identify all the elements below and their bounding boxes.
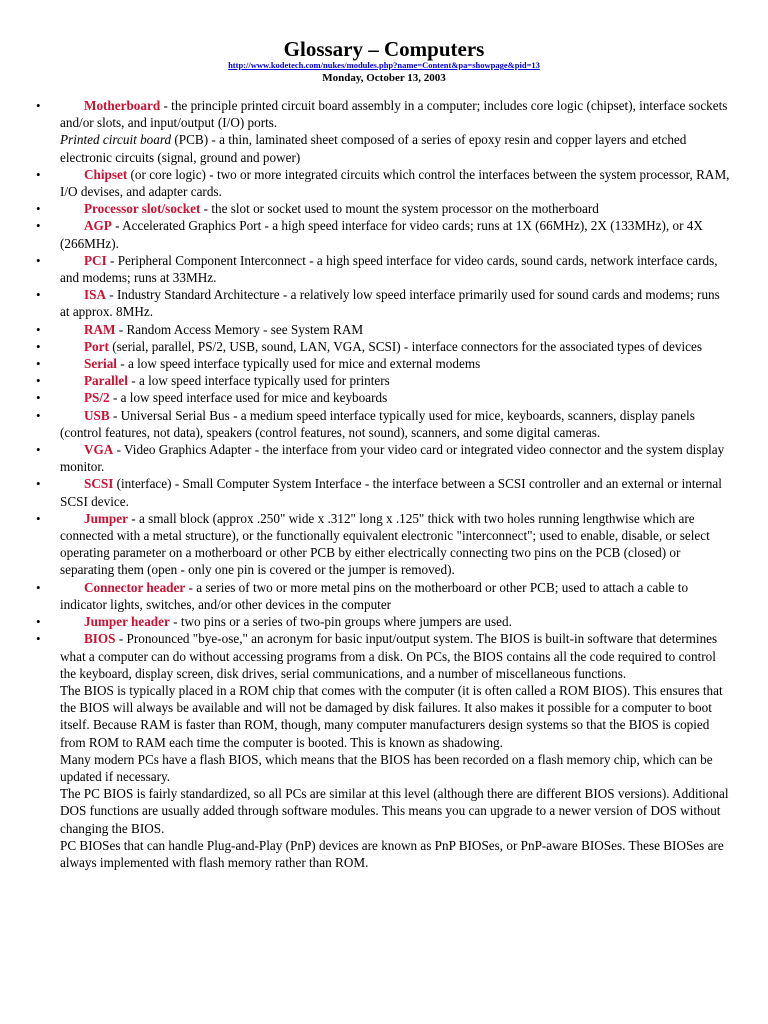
glossary-term: Parallel: [84, 373, 128, 389]
glossary-term: PCI: [84, 252, 107, 268]
glossary-sub-text: (PCB) - a thin, laminated sheet composed of a series of epoxy resin and copper layers and etched electronic circuits (signal, ground and power): [60, 132, 687, 165]
glossary-term: BIOS: [84, 631, 116, 647]
bullet-icon: •: [36, 98, 41, 113]
glossary-definition: - Universal Serial Bus - a medium speed interface typically used for mice, keyboards, scanners, display panels (control features, not data), speakers (control features, not sound), scanners, and some digital cameras.: [60, 407, 695, 440]
glossary-entry: [36, 286, 732, 320]
bullet-icon: •: [36, 631, 41, 647]
glossary-term: PS/2: [84, 390, 110, 406]
glossary-entry: [36, 510, 732, 579]
glossary-definition: - a small block (approx .250" wide x .312" long x .125" thick with two holes running lengthwise which are connected with a metal structure), or the functionally equivalent electronic "interconnect"; used to enable, disable, or select operating parameter on a motherboard or other PCB by either electrically connecting two pins on the PCB (closed) or separating them (open - only one pin is covered or the jumper is removed).: [60, 510, 710, 578]
glossary-entry: [36, 200, 732, 217]
glossary-paragraph: The PC BIOS is fairly standardized, so all PCs are similar at this level (although there are different BIOS versions). Additional DOS functions are usually added through software modules. This means you can upgrade to a newer version of DOS without changing the BIOS.: [60, 786, 729, 836]
glossary-term: Jumper: [84, 510, 128, 526]
glossary-definition: - a low speed interface typically used for printers: [127, 373, 390, 389]
glossary-entry: [36, 97, 732, 166]
glossary-term: Jumper header: [84, 614, 170, 630]
glossary-definition: - a low speed interface typically used for mice and external modems: [116, 356, 481, 372]
glossary-definition: - Peripheral Component Interconnect - a high speed interface for video cards, sound cards, network interface cards, and modems; runs at 33MHz.: [60, 252, 718, 286]
glossary-entry: [36, 579, 732, 613]
glossary-term: Serial: [84, 356, 117, 372]
glossary-term: Processor slot/socket: [84, 201, 201, 217]
bullet-icon: •: [36, 614, 41, 630]
glossary-sub-term: Printed circuit board: [60, 132, 172, 148]
glossary-entry: [36, 166, 732, 200]
bullet-icon: •: [36, 218, 41, 234]
glossary-term: VGA: [84, 442, 114, 458]
glossary-term: USB: [84, 407, 110, 423]
glossary-entry: [36, 252, 732, 286]
bullet-icon: •: [36, 510, 41, 526]
bullet-icon: •: [36, 338, 41, 354]
glossary-definition: (interface) - Small Computer System Interface - the interface between a SCSI controller and an external or internal SCSI device.: [60, 476, 722, 509]
glossary-entry: [36, 321, 732, 338]
document-date: Monday, October 13, 2003: [322, 72, 446, 84]
bullet-icon: •: [36, 476, 41, 492]
glossary-definition: (or core logic) - two or more integrated circuits which control the interfaces between the system processor, RAM, I/O devises, and adapter cards.: [60, 166, 730, 200]
glossary-entry: [36, 355, 732, 372]
glossary-term: AGP: [84, 218, 112, 234]
source-url-link[interactable]: http://www.kodetech.com/nukes/modules.php?name=Content&pa=showpage&pid=13: [228, 60, 540, 70]
glossary-definition: - Pronounced "bye-ose," an acronym for basic input/output system. The BIOS is built-in software that determines what a computer can do without accessing programs from a disk. On PCs, the BIOS contains all the code required to control the keyboard, display screen, disk drives, serial communications, and a number of miscellaneous functions.: [60, 631, 718, 681]
glossary-sub-definition: [60, 131, 732, 165]
bullet-icon: •: [36, 166, 41, 182]
glossary-term: Chipset: [84, 166, 128, 182]
glossary-definition: - a low speed interface used for mice and keyboards: [109, 390, 388, 406]
glossary-term: ISA: [84, 287, 106, 303]
glossary-term: RAM: [84, 321, 116, 337]
glossary-paragraph: Many modern PCs have a flash BIOS, which means that the BIOS has been recorded on a flash memory chip, which can be updated if necessary.: [60, 751, 713, 784]
glossary-definition: - Video Graphics Adapter - the interface from your video card or integrated video connector and the system display monitor.: [60, 442, 725, 475]
glossary-definition: - Random Access Memory - see System RAM: [115, 321, 364, 337]
bullet-icon: •: [36, 373, 41, 389]
page-title: Glossary – Computers: [283, 37, 485, 61]
glossary-entry: [36, 630, 732, 871]
glossary-definition: - the principle printed circuit board assembly in a computer; includes core logic (chipset), interface sockets and/or slots, and input/output (I/O) ports.: [60, 98, 728, 131]
bullet-icon: •: [36, 252, 41, 268]
glossary-entry: [36, 613, 732, 630]
glossary-definition: - a series of two or more metal pins on the motherboard or other PCB; used to attach a cable to indicator lights, switches, and/or other devices in the computer: [60, 579, 689, 612]
glossary-definition: - Industry Standard Architecture - a relatively low speed interface primarily used for sound cards and modems; runs at approx. 8MHz.: [60, 287, 720, 320]
glossary-entry: [36, 372, 732, 389]
bullet-icon: •: [36, 390, 41, 406]
glossary-entry: [36, 338, 732, 355]
glossary-paragraph: The BIOS is typically placed in a ROM chip that comes with the computer (it is often called a ROM BIOS). This ensures that the BIOS will always be available and will not be damaged by disk failures. It also makes it possible for a computer to boot itself. Because RAM is faster than ROM, though, many computer manufacturers design systems so that the BIOS is copied from ROM to RAM each time the computer is booted. This is known as shadowing.: [60, 682, 723, 750]
bullet-icon: •: [36, 407, 41, 423]
glossary-definition: - Accelerated Graphics Port - a high speed interface for video cards; runs at 1X (66MHz), 2X (133MHz), or 4X (266MHz).: [60, 218, 703, 251]
bullet-icon: •: [36, 201, 41, 217]
glossary-term: Motherboard: [84, 98, 161, 113]
bullet-icon: •: [36, 442, 41, 458]
glossary-term: Port: [84, 338, 109, 354]
bullet-icon: •: [36, 579, 41, 595]
glossary-definition: - two pins or a series of two-pin groups where jumpers are used.: [169, 614, 512, 630]
glossary-definition: - the slot or socket used to mount the system processor on the motherboard: [200, 201, 599, 217]
bullet-icon: •: [36, 321, 41, 337]
glossary-definition: (serial, parallel, PS/2, USB, sound, LAN, VGA, SCSI) - interface connectors for the associated types of devices: [108, 338, 702, 354]
glossary-paragraph: PC BIOSes that can handle Plug-and-Play (PnP) devices are known as PnP BIOSes, or PnP-aware BIOSes. These BIOSes are always implemented with flash memory rather than ROM.: [60, 837, 724, 870]
glossary-entry: [36, 475, 732, 509]
glossary-entry: [36, 441, 732, 475]
glossary-entry: [36, 407, 732, 441]
glossary-list: [36, 97, 732, 871]
glossary-entry: [36, 217, 732, 251]
bullet-icon: •: [36, 287, 41, 303]
bullet-icon: •: [36, 356, 41, 372]
glossary-term: Connector header: [84, 579, 186, 595]
glossary-term: SCSI: [84, 476, 114, 492]
glossary-entry: [36, 389, 732, 406]
